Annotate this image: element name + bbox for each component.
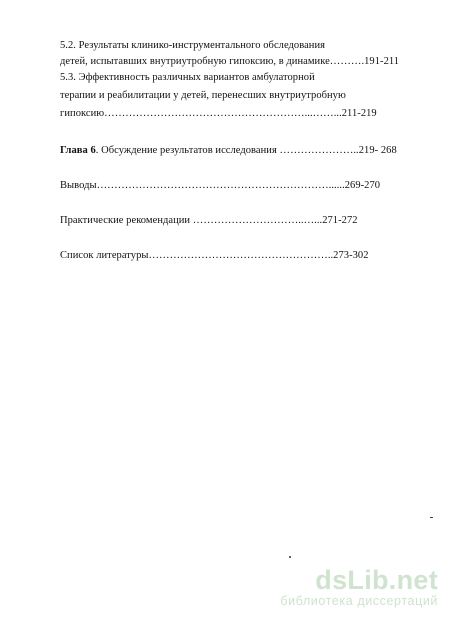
toc-section-5-3-line3: гипоксию…………………………………………………...……...211-219 bbox=[60, 108, 377, 119]
scan-speck bbox=[289, 556, 291, 558]
toc-section-5-3-line2: терапии и реабилитации у детей, перенесших внутриутробную bbox=[60, 90, 346, 101]
dslib-watermark bbox=[280, 566, 438, 609]
watermark-subtitle: библиотека диссертаций bbox=[280, 594, 438, 608]
toc-section-5-2-line1: 5.2. Результаты клинико-инструментального обследования bbox=[60, 40, 325, 51]
toc-chapter-6 bbox=[60, 145, 397, 157]
scan-mark bbox=[430, 517, 433, 518]
watermark-logo: dsLib.net bbox=[315, 565, 438, 595]
toc-chapter-6-title: . Обсуждение результатов исследования …………………..219- 268 bbox=[95, 145, 397, 156]
toc-section-5-3-line1: 5.3. Эффективность различных вариантов амбулаторной bbox=[60, 72, 315, 83]
toc-references: Список литературы……………………………………………..273-302 bbox=[60, 250, 369, 261]
toc-recommendations: Практические рекомендации …………………………..…...271-272 bbox=[60, 215, 358, 226]
toc-conclusions: Выводы…………………………………………………………......269-270 bbox=[60, 180, 381, 191]
toc-chapter-6-label: Глава 6 bbox=[60, 145, 96, 156]
toc-section-5-2-line2: детей, испытавших внутриутробную гипоксию, в динамике……….191-211 bbox=[60, 56, 400, 67]
